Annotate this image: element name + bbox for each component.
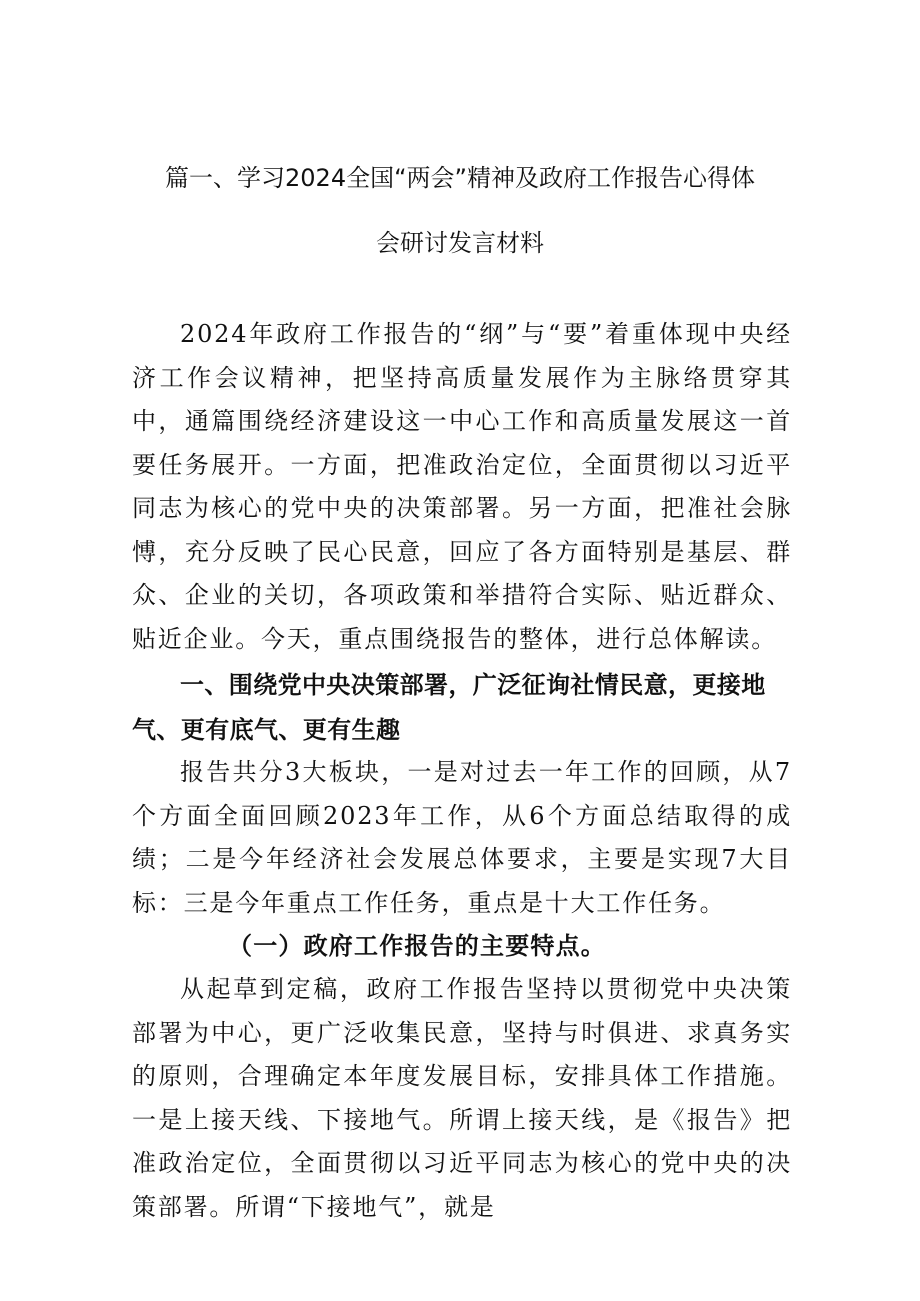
subsection-heading-1: （一）政府工作报告的主要特点。 xyxy=(228,931,606,960)
body-paragraph-intro: 2024年政府工作报告的“纲”与“要”着重体现中央经济工作会议精神，把坚持高质量发展作为主脉络贯穿其中，通篇围绕经济建设这一中心工作和高质量发展这一首要任务展开。一方面，把准政治定位，全面贯彻以习近平同志为核心的党中央的决策部署。另一方面，把准社会脉愽，充分反映了民心民意，回应了各方面特别是基层、群众、企业的关切，各项政策和举措符合实际、贴近群众、贴近企业。今天，重点围绕报告的整体，进行总体解读。 xyxy=(132,320,792,653)
document-title-line-1: 篇一、学习2024全国“两会”精神及政府工作报告心得体 xyxy=(165,164,755,192)
body-paragraph-report-structure: 报告共分3大板块，一是对过去一年工作的回顾，从7个方面全面回顾2023年工作，从6个方面总结取得的成绩；二是今年经济社会发展总体要求，主要是实现7大目标：三是今年重点工作任务，重点是十大工作任务。 xyxy=(132,758,792,917)
document-title-line-2: 会研讨发言材料 xyxy=(376,229,544,257)
section-heading-1: 一、围绕党中央决策部署，广泛征询社情民意，更接地气、更有底气、更有生趣 xyxy=(132,671,766,744)
body-paragraph-features: 从起草到定稿，政府工作报告坚持以贯彻党中央决策部署为中心，更广泛收集民意，坚持与时俱进、求真务实的原则，合理确定本年度发展目标，安排具体工作措施。一是上接天线、下接地气。所谓上接天线，是《报告》把准政治定位，全面贯彻以习近平同志为核心的党中央的决策部署。所谓“下接地气”，就是 xyxy=(132,975,792,1221)
